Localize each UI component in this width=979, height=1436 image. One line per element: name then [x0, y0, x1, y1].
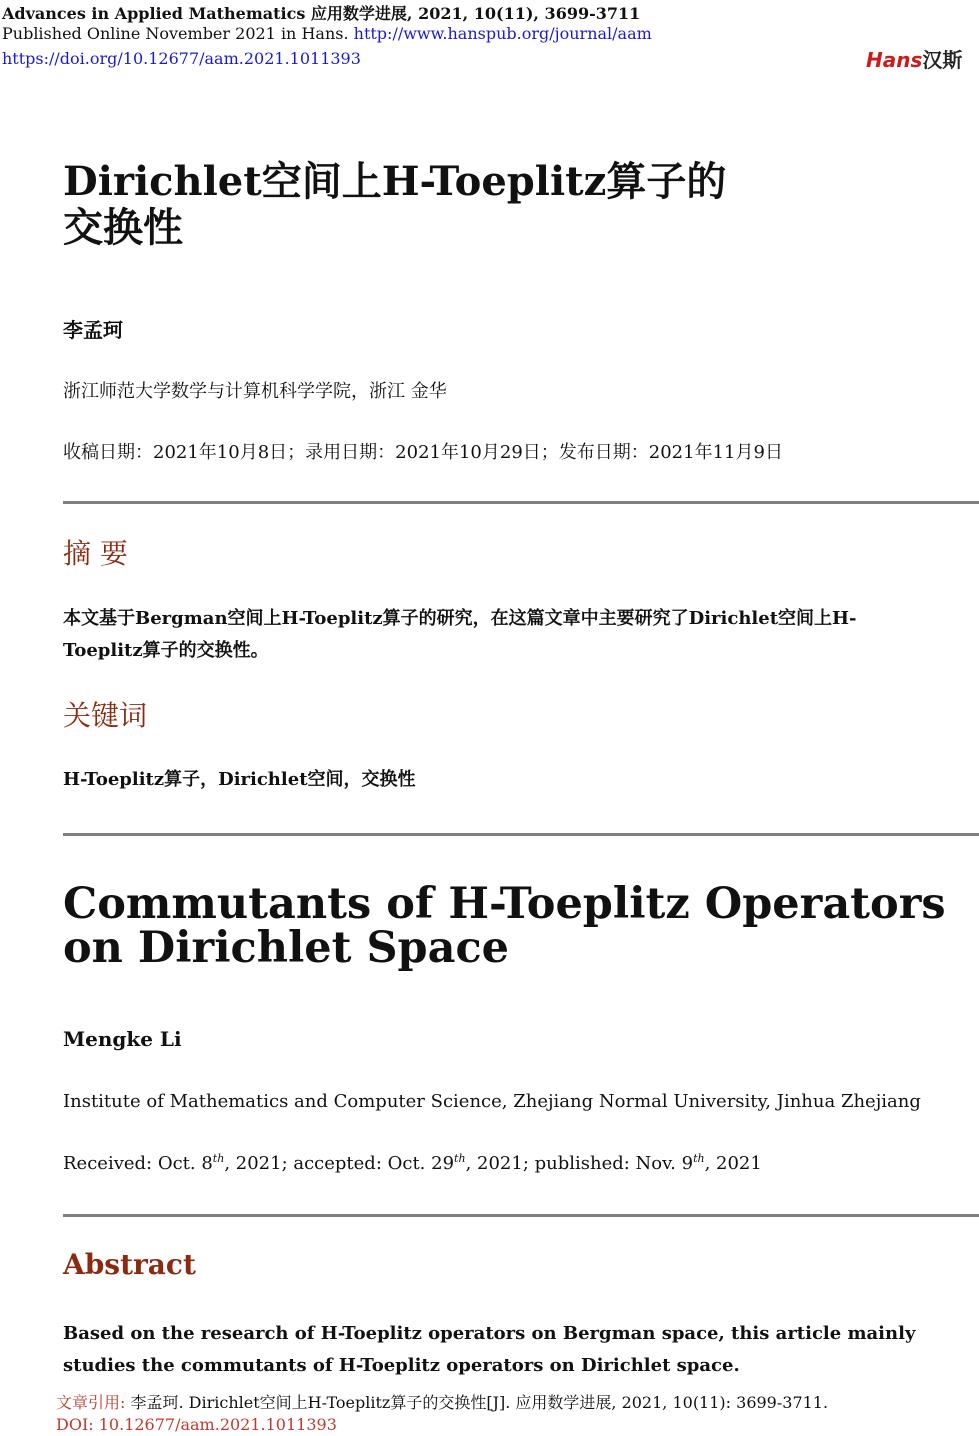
- en-received-dates: [63, 1152, 762, 1174]
- cn-keywords: H-Toeplitz算子，Dirichlet空间，交换性: [63, 769, 416, 790]
- divider: [63, 833, 979, 836]
- year-suffix: , 2021: [704, 1153, 762, 1174]
- citation-label: 文章引用:: [56, 1393, 126, 1412]
- journal-link[interactable]: http://www.hanspub.org/journal/aam: [353, 24, 652, 43]
- publisher-logo: [866, 44, 962, 73]
- cn-affiliation: 浙江师范大学数学与计算机科学学院，浙江 金华: [63, 381, 447, 402]
- en-abstract-heading: Abstract: [63, 1248, 196, 1281]
- cn-author: 李孟珂: [63, 318, 123, 342]
- doi-line: [2, 49, 361, 68]
- cn-dates: 收稿日期：2021年10月8日；录用日期：2021年10月29日；发布日期：2021年11月9日: [63, 442, 783, 463]
- received-date: Received: Oct. 8: [63, 1153, 213, 1174]
- cn-abstract-line2: Toeplitz算子的交换性。: [63, 640, 269, 661]
- citation-line: [56, 1392, 828, 1414]
- citation-doi: DOI: 10.12677/aam.2021.1011393: [56, 1415, 337, 1434]
- published-text: Published Online November 2021 in Hans.: [2, 24, 349, 43]
- published-line: [2, 24, 652, 43]
- cn-abstract-heading: 摘 要: [63, 537, 128, 570]
- cn-keywords-heading: 关键词: [63, 699, 148, 732]
- en-title-line2: on Dirichlet Space: [63, 923, 510, 973]
- en-author: Mengke Li: [63, 1027, 182, 1051]
- journal-header: Advances in Applied Mathematics 应用数学进展, 2021, 10(11), 3699-3711: [2, 4, 641, 23]
- published-date: , 2021; published: Nov. 9: [465, 1153, 694, 1174]
- accepted-date: , 2021; accepted: Oct. 29: [224, 1153, 455, 1174]
- divider: [63, 1214, 979, 1217]
- cn-title-line2: 交换性: [63, 204, 183, 251]
- ordinal-suffix: th: [693, 1152, 705, 1165]
- citation-footer: [56, 1392, 828, 1436]
- cn-title-line1: Dirichlet空间上H-Toeplitz算子的: [63, 158, 727, 205]
- divider: [63, 501, 979, 504]
- citation-text: 李孟珂. Dirichlet空间上H-Toeplitz算子的交换性[J]. 应用数学进展, 2021, 10(11): 3699-3711.: [130, 1393, 829, 1412]
- en-title-line1: Commutants of H-Toeplitz Operators: [63, 879, 946, 929]
- logo-brand: Hans: [866, 48, 923, 72]
- en-abstract: Based on the research of H-Toeplitz operators on Bergman space, this article mainly studies the commutants of H-Toeplitz operators on Dirichlet space.: [63, 1323, 916, 1376]
- cn-abstract-line1: 本文基于Bergman空间上H-Toeplitz算子的研究，在这篇文章中主要研究了Dirichlet空间上H-: [63, 608, 857, 629]
- doi-link[interactable]: https://doi.org/10.12677/aam.2021.1011393: [2, 49, 361, 68]
- ordinal-suffix: th: [212, 1152, 225, 1165]
- ordinal-suffix: th: [454, 1152, 466, 1165]
- logo-cn: 汉斯: [922, 48, 963, 72]
- en-affiliation: Institute of Mathematics and Computer Science, Zhejiang Normal University, Jinhua Zhejiang: [63, 1091, 921, 1112]
